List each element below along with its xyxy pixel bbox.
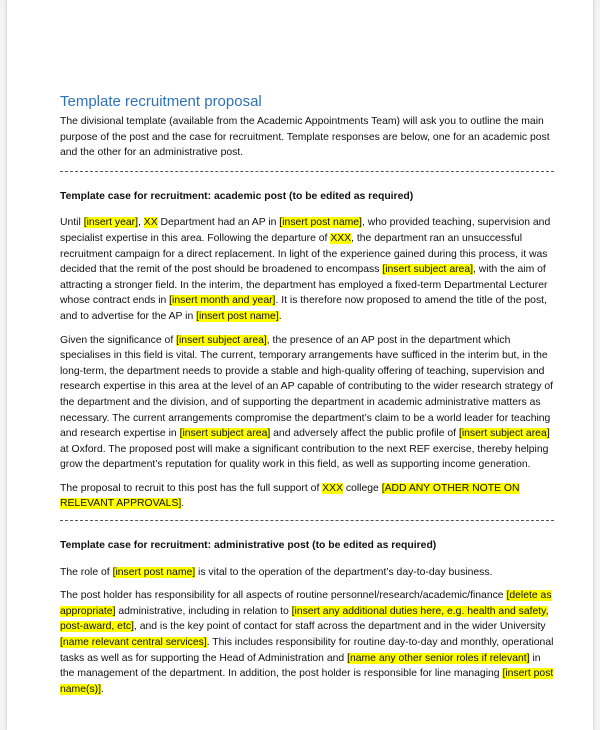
academic-section-heading: Template case for recruitment: academic post (to be edited as required) xyxy=(60,190,414,202)
highlighted-placeholder: [name relevant central services] xyxy=(60,637,207,649)
highlighted-placeholder: [insert subject area] xyxy=(179,428,271,440)
document-body xyxy=(60,92,554,705)
text-run: . xyxy=(101,683,104,695)
highlighted-placeholder: [insert post name] xyxy=(279,217,362,229)
text-run: , xyxy=(137,217,144,229)
text-run: , who provided teaching, supervision and specialist expertise in this area. Following the departure of xyxy=(60,217,551,244)
highlighted-placeholder: [insert post name] xyxy=(196,310,279,322)
document-page xyxy=(7,0,593,730)
section-divider xyxy=(60,171,554,172)
text-run: and adversely affect the public profile of xyxy=(270,428,459,440)
text-run: , with the aim of attracting a stronger field. In the interim, the department has employed a fixed-term Departmental Lecturer whose contract ends in xyxy=(60,264,548,307)
text-run: at Oxford. The proposed post will make a significant contribution to the next REF exercise, thereby helping grow the department’s reputation for quality work in this field, as well as supporting income generation. xyxy=(60,443,549,471)
highlighted-placeholder: XXX xyxy=(330,232,352,244)
text-run: Department had an AP in xyxy=(157,217,280,229)
text-run: , and is the key point of contact for staff across the department and in the wider University xyxy=(133,621,546,633)
text-run: is vital to the operation of the department’s day-to-day business. xyxy=(195,566,493,578)
section-divider xyxy=(60,520,554,521)
text-run: The post holder has responsibility for all aspects of routine personnel/research/academic/finance xyxy=(60,590,507,602)
admin-paragraph-1 xyxy=(60,565,554,581)
text-run: administrative, including in relation to xyxy=(115,605,292,617)
text-run: in the management of the department. In addition, the post holder is responsible for line managing xyxy=(60,652,541,680)
highlighted-placeholder: [name any other senior roles if relevant] xyxy=(347,652,530,664)
highlighted-placeholder: XX xyxy=(143,217,158,229)
highlighted-placeholder: [insert post name] xyxy=(112,566,196,578)
highlighted-placeholder: [insert post name(s)] xyxy=(60,668,554,695)
academic-paragraph-1 xyxy=(60,215,554,324)
text-run: . xyxy=(278,310,282,322)
text-run: Until xyxy=(60,217,84,229)
text-run: . It is therefore now proposed to amend the title of the post, and to advertise for the AP in xyxy=(60,295,547,322)
academic-paragraph-2 xyxy=(60,333,554,473)
text-run: The proposal to recruit to this post has the full support of xyxy=(60,482,323,494)
text-run: . This includes responsibility for routine day-to-day and monthly, operational tasks as well as for supporting the Head of Administration and xyxy=(60,637,554,664)
academic-paragraph-3 xyxy=(60,481,554,512)
highlighted-placeholder: [insert subject area] xyxy=(382,264,474,276)
highlighted-placeholder: [insert year] xyxy=(83,217,138,229)
highlighted-placeholder: [delete as appropriate] xyxy=(60,590,552,617)
highlighted-placeholder: [insert month and year] xyxy=(169,295,276,307)
highlighted-placeholder: [insert any additional duties here, e.g. health and safety, post-award, etc] xyxy=(60,605,549,633)
highlighted-placeholder: XXX xyxy=(322,482,344,494)
text-run: Given the significance of xyxy=(60,334,177,346)
admin-section-heading: Template case for recruitment: administrative post (to be edited as required) xyxy=(60,540,437,552)
intro-paragraph: The divisional template (available from the Academic Appointments Team) will ask you to outline the main purpose of the post and the case for recruitment. Template responses are below, one for an academic post and the other for an administrative post. xyxy=(60,116,550,159)
text-run: college xyxy=(343,482,382,494)
page-title: Template recruitment proposal xyxy=(60,93,262,110)
text-run: , the presence of an AP post in the department which specialises in this field is vital. The current, temporary arrangements have sufficed in the interim but, in the long-term, the department needs to provide a stable and high-quality offering of teaching, supervision and research expertise in this area at the level of an AP capable of contributing to the wider research strategy of the department and the division, and of supporting the department in academic administrative matters as necessary. The current arrangements compromise the department’s claim to be a world leader for teaching and research expertise in xyxy=(60,334,554,440)
highlighted-placeholder: [insert subject area] xyxy=(176,334,267,346)
text-run: . xyxy=(181,498,185,510)
highlighted-placeholder: [ADD ANY OTHER NOTE ON RELEVANT APPROVALS] xyxy=(60,482,520,510)
admin-paragraph-2 xyxy=(60,588,554,697)
text-run: The role of xyxy=(60,566,113,578)
highlighted-placeholder: [insert subject area] xyxy=(458,428,550,440)
text-run: , the department ran an unsuccessful recruitment campaign for a direct replacement. In light of the experience gained during this process, it was decided that the remit of the post should be broadened to encompass xyxy=(60,232,548,276)
